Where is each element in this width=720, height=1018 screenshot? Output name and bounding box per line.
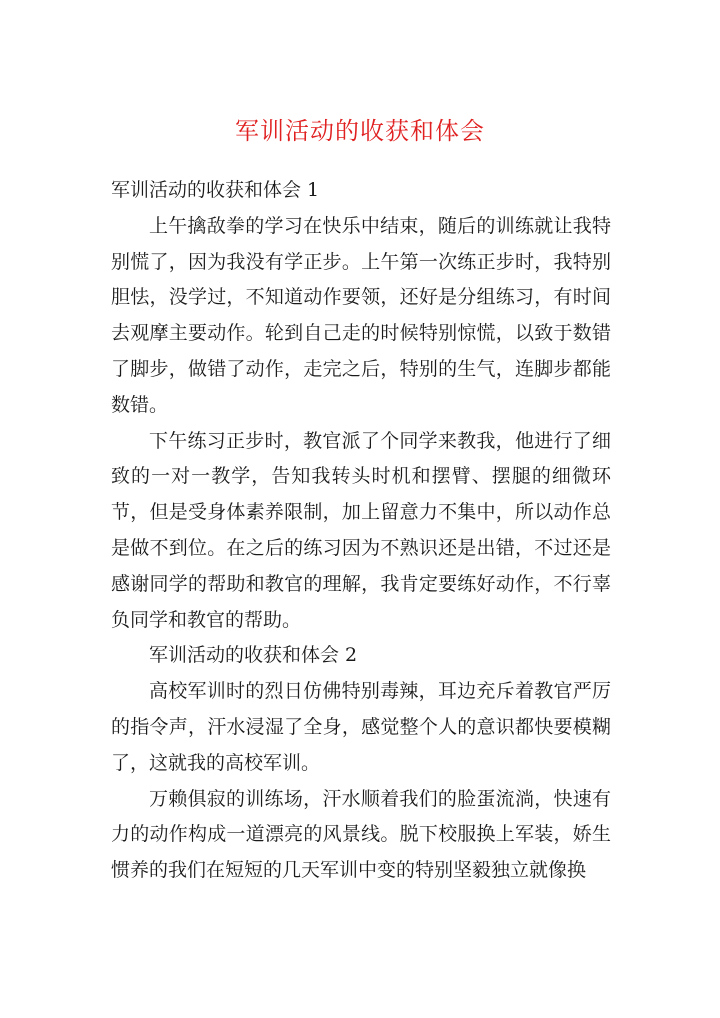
section-heading-2: 军训活动的收获和体会 2 (149, 644, 358, 667)
document-body (111, 173, 611, 889)
document-title: 军训活动的收获和体会 (235, 117, 485, 145)
paragraph: 高校军训时的烈日仿佛特别毒辣，耳边充斥着教官严厉的指令声，汗水浸湿了全身，感觉整个人的意识都快要模糊了，这就我的高校军训。 (111, 680, 611, 774)
paragraph: 万赖俱寂的训练场，汗水顺着我们的脸蛋流淌，快速有力的动作构成一道漂亮的风景线。脱下校服换上军装，娇生惯养的我们在短短的几天军训中变的特别坚毅独立就像换 (111, 787, 611, 882)
section-heading-1: 军训活动的收获和体会 1 (111, 179, 320, 201)
paragraph: 上午擒敌拳的学习在快乐中结束，随后的训练就让我特别慌了，因为我没有学正步。上午第一次练正步时，我特别胆怯，没学过，不知道动作要领，还好是分组练习，有时间去观摩主要动作。轮到自己走的时候特别惊慌，以致于数错了脚步，做错了动作，走完之后，特别的生气，连脚步都能数错。 (111, 214, 611, 416)
paragraph: 下午练习正步时，教官派了个同学来教我，他进行了细致的一对一教学，告知我转头时机和摆臂、摆腿的细微环节，但是受身体素养限制，加上留意力不集中，所以动作总是做不到位。在之后的练习因为不熟识还是出错，不过还是感谢同学的帮助和教官的理解，我肯定要练好动作，不行辜负同学和教官的帮助。 (111, 429, 611, 631)
